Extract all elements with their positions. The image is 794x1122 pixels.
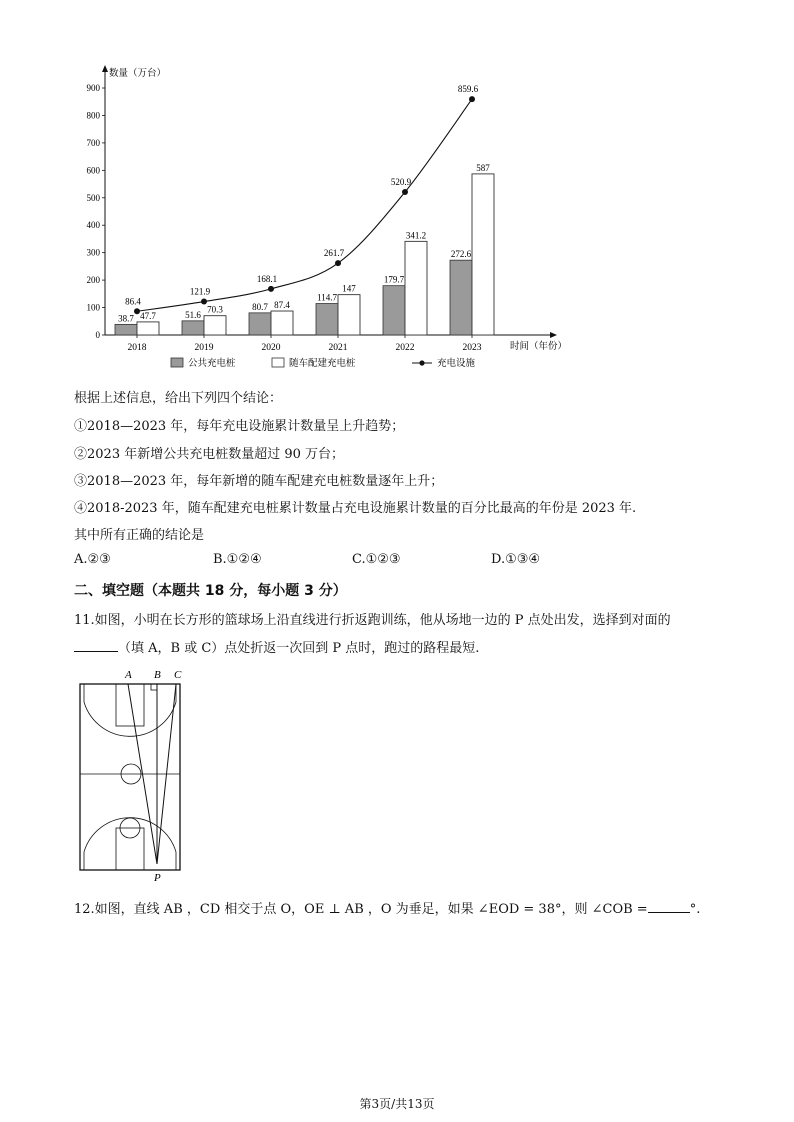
bar-vehicle-label: 70.3 <box>207 304 223 315</box>
q12-line <box>74 898 700 917</box>
bar-vehicle-label: 87.4 <box>274 300 290 311</box>
chart-bars <box>115 163 494 335</box>
x-tick-label: 2022 <box>395 343 415 353</box>
y-tick-label: 600 <box>86 165 100 176</box>
y-tick-label: 800 <box>86 110 100 121</box>
top-three-point-arc <box>84 684 176 736</box>
bar-public-label: 38.7 <box>118 313 134 324</box>
bar-public-label: 51.6 <box>185 309 201 320</box>
x-tick-label: 2023 <box>462 343 482 353</box>
page-footer: 第3页/共13页 <box>359 1097 435 1111</box>
legend-swatch-vehicle <box>272 358 284 367</box>
q10-conclusion-3: ③2018—2023 年，每年新增的随车配建充电桩数量逐年上升； <box>74 474 444 489</box>
label-p: P <box>154 872 161 884</box>
bar-vehicle <box>472 174 494 335</box>
bar-public-label: 179.7 <box>383 274 405 285</box>
line-point-label: 168.1 <box>256 273 278 284</box>
label-c: C <box>174 669 182 681</box>
right-angle-mark <box>151 684 157 690</box>
bar-public-label: 80.7 <box>252 301 268 312</box>
top-key <box>116 684 144 726</box>
y-tick-label: 200 <box>86 275 100 286</box>
bar-public <box>450 260 472 335</box>
q10-intro: 根据上述信息，给出下列四个结论： <box>74 391 283 406</box>
q12-degree: °. <box>689 902 701 917</box>
q10-conclusion-4: ④2018-2023 年，随车配建充电桩累计数量占充电设施累计数量的百分比最高的年份是 2023 年. <box>74 501 637 516</box>
x-tick-label: 2019 <box>194 343 214 353</box>
bar-public <box>316 304 338 335</box>
q10-conclusion-1: ①2018—2023 年，每年充电设施累计数量呈上升趋势； <box>74 419 405 434</box>
line-point-total <box>469 96 475 102</box>
line-point-label: 859.6 <box>457 84 479 95</box>
bar-public <box>115 324 137 335</box>
x-axis-label: 时间（年份） <box>510 342 568 352</box>
y-tick-label: 400 <box>86 220 100 231</box>
legend-label-vehicle: 随车配建充电桩 <box>289 359 356 369</box>
q10-option-c: C.①②③ <box>352 552 401 567</box>
q11-line2-text: （填 A，B 或 C）点处折返一次回到 P 点时，跑过的路程最短. <box>118 641 480 656</box>
bar-vehicle-label: 47.7 <box>140 310 156 321</box>
line-point-total <box>201 299 207 305</box>
label-b: B <box>154 669 161 681</box>
bar-vehicle <box>204 316 226 335</box>
q11-answer-blank[interactable] <box>74 639 118 652</box>
x-tick-label: 2021 <box>328 343 348 353</box>
q11-line1: 11.如图，小明在长方形的篮球场上沿直线进行折返跑训练，他从场地一边的 P 点处出发，选择到对面的 <box>74 613 671 628</box>
chart-legend <box>171 357 476 369</box>
bar-vehicle-label: 587 <box>476 162 490 173</box>
line-point-label: 121.9 <box>189 286 211 297</box>
bar-public-label: 114.7 <box>317 292 337 303</box>
bar-vehicle <box>405 241 427 335</box>
bottom-key <box>116 828 144 870</box>
line-point-label: 86.4 <box>125 296 141 307</box>
bar-vehicle <box>271 311 293 335</box>
legend-label-total: 充电设施 <box>437 359 476 369</box>
x-tick-label: 2018 <box>127 343 147 353</box>
bar-vehicle-label: 147 <box>342 283 356 294</box>
bar-vehicle-label: 341.2 <box>405 230 427 241</box>
line-point-total <box>268 286 274 292</box>
y-axis-label: 数量（万台） <box>109 69 167 79</box>
legend-label-public: 公共充电桩 <box>188 359 236 369</box>
section-title: 二、填空题（本题共 18 分，每小题 3 分） <box>74 583 347 599</box>
bar-vehicle <box>137 322 159 335</box>
charging-chart <box>60 60 580 380</box>
y-tick-label: 0 <box>95 330 100 340</box>
y-tick-label: 100 <box>86 302 100 313</box>
y-tick-label: 300 <box>86 247 100 258</box>
line-point-total <box>335 260 341 266</box>
q10-conclusion-2: ②2023 年新增公共充电桩数量超过 90 万台； <box>74 447 345 462</box>
bar-vehicle <box>338 295 360 335</box>
y-tick-label: 900 <box>86 83 100 93</box>
q10-option-d: D.①③④ <box>491 552 541 567</box>
court-boundary <box>80 684 180 870</box>
x-tick-label: 2020 <box>261 343 281 353</box>
bottom-three-point-arc <box>84 818 176 870</box>
q12-text: 12.如图，直线 AB ，CD 相交于点 O，OE ⊥ AB ，O 为垂足，如果 ∠EOD = 38°，则 ∠COB = <box>74 902 648 917</box>
label-a: A <box>125 669 132 681</box>
q10-option-a: A.②③ <box>74 552 111 567</box>
bar-public <box>249 313 271 335</box>
x-axis-arrow <box>550 332 557 338</box>
line-point-total <box>134 308 140 314</box>
legend-swatch-public <box>171 358 183 367</box>
bar-public-label: 272.6 <box>450 249 472 260</box>
basketball-court-figure <box>70 664 190 884</box>
line-point-label: 520.9 <box>390 177 412 188</box>
line-point-total <box>402 189 408 195</box>
line-point-label: 261.7 <box>323 248 345 259</box>
bar-public <box>383 286 405 335</box>
y-tick-label: 700 <box>86 137 100 148</box>
y-tick-label: 500 <box>86 192 100 203</box>
q11-line2 <box>74 637 479 656</box>
legend-marker-total <box>419 360 424 365</box>
y-axis-arrow <box>102 65 108 72</box>
q10-ask: 其中所有正确的结论是 <box>74 528 205 543</box>
q12-answer-blank[interactable] <box>648 900 690 913</box>
bar-public <box>182 321 204 335</box>
q10-option-b: B.①②④ <box>213 552 262 567</box>
